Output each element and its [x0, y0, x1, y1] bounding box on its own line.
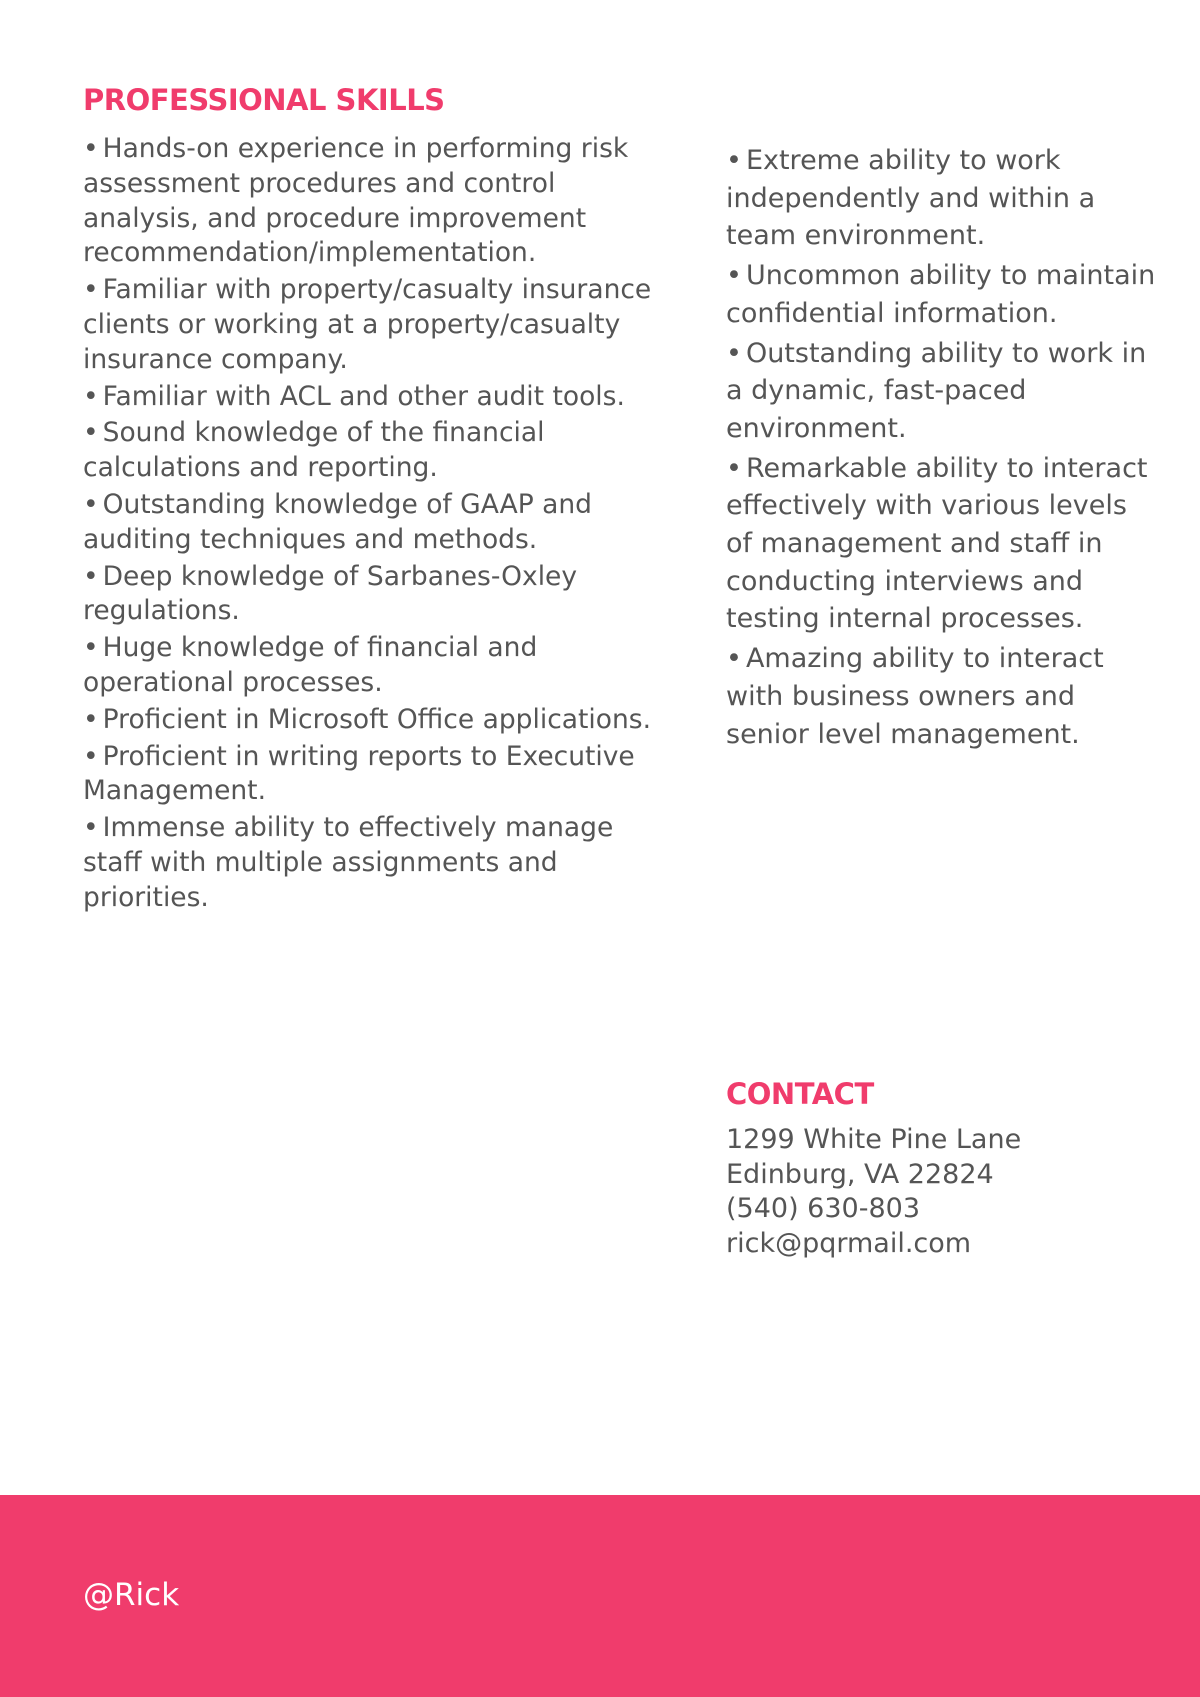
skill-item: • Proficient in Microsoft Office applications.	[83, 703, 652, 735]
contact-address-line2: Edinburg, VA 22824	[726, 1158, 994, 1190]
footer-handle: @Rick	[83, 1577, 180, 1613]
contact-block	[726, 1123, 1166, 1261]
skill-item: • Remarkable ability to interact effectively with various levels of management and staff in conducting interviews and testing internal processes.	[726, 452, 1148, 635]
skills-list-left	[83, 132, 663, 918]
skills-list-right	[726, 142, 1156, 755]
contact-phone: (540) 630-803	[726, 1193, 920, 1224]
skill-item: • Uncommon ability to maintain confidential information.	[726, 260, 1156, 329]
skill-item: • Extreme ability to work independently and within a team environment.	[726, 145, 1096, 252]
skill-item: • Huge knowledge of financial and operational processes.	[83, 632, 538, 698]
skill-item: • Deep knowledge of Sarbanes-Oxley regulations.	[83, 560, 578, 627]
skill-item: • Amazing ability to interact with business owners and senior level management.	[726, 643, 1104, 750]
contact-section-title: CONTACT	[726, 1077, 874, 1111]
skill-item: • Immense ability to effectively manage staff with multiple assignments and priorities.	[83, 812, 614, 913]
skill-item: • Outstanding knowledge of GAAP and auditing techniques and methods.	[83, 488, 592, 555]
contact-email: rick@pqrmail.com	[726, 1227, 972, 1259]
footer-band	[0, 1495, 1200, 1697]
skill-item: • Sound knowledge of the financial calculations and reporting.	[83, 417, 545, 484]
skill-item: • Hands-on experience in performing risk assessment procedures and control analysis, and procedure improvement recommendation/implementation.	[83, 133, 629, 269]
skill-item: • Proficient in writing reports to Executive Management.	[83, 740, 635, 807]
skill-item: • Familiar with property/casualty insurance clients or working at a property/casualty insurance company.	[83, 274, 652, 375]
skill-item: • Familiar with ACL and other audit tools.	[83, 380, 625, 412]
skills-section-title: PROFESSIONAL SKILLS	[83, 83, 445, 117]
contact-address-line1: 1299 White Pine Lane	[726, 1124, 1022, 1155]
skill-item: • Outstanding ability to work in a dynamic, fast-paced environment.	[726, 337, 1147, 444]
